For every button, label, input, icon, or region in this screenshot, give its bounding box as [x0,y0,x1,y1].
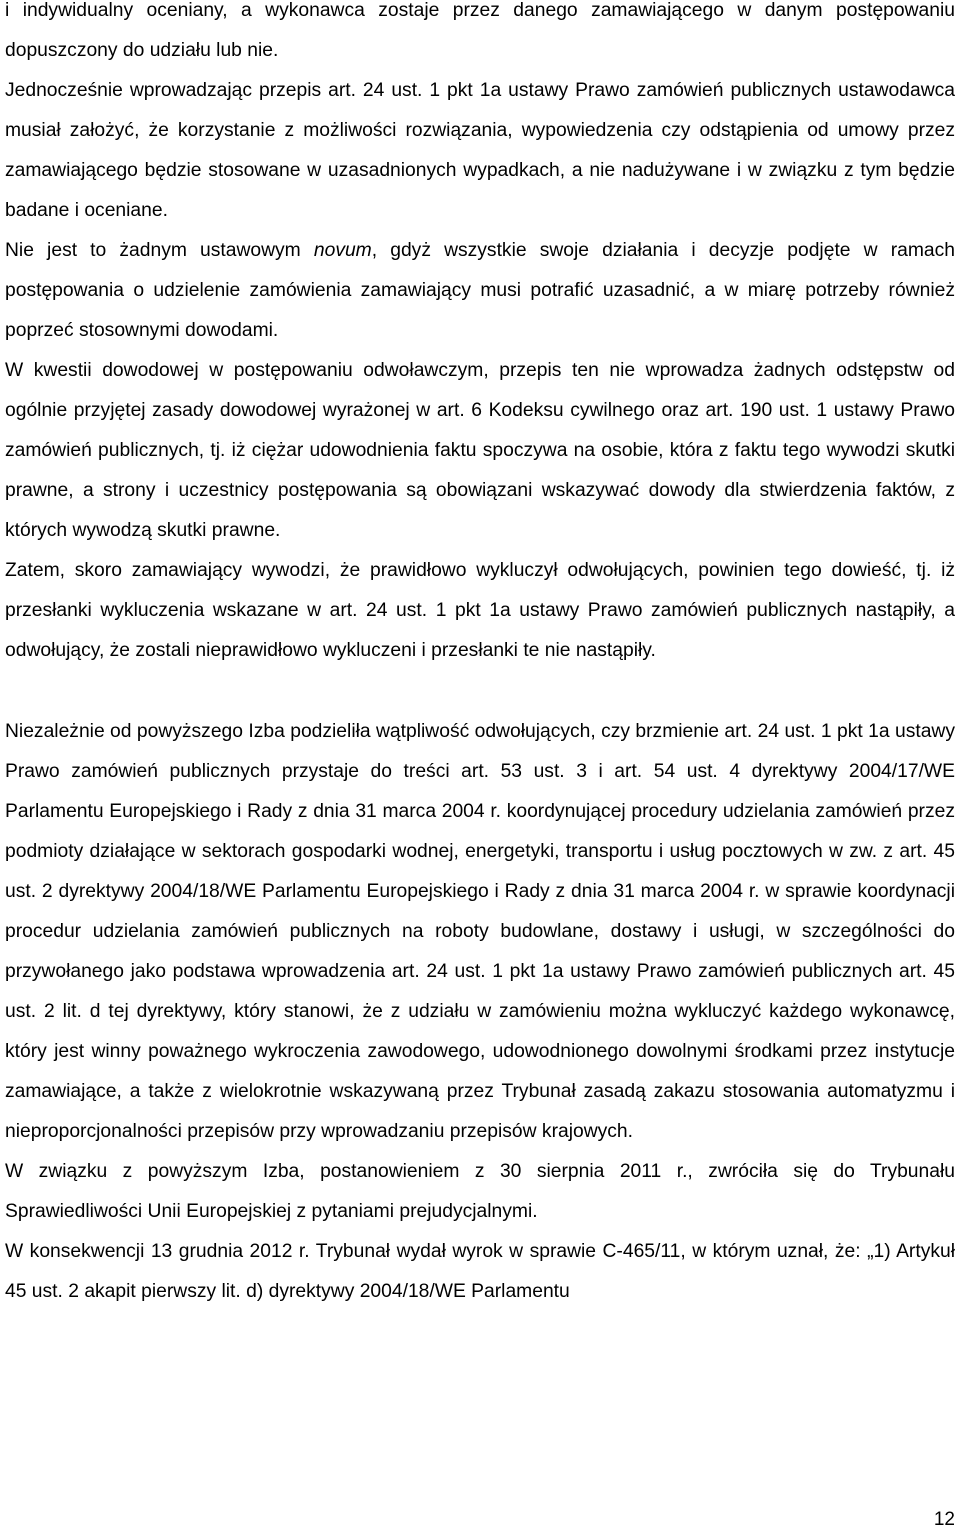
paragraph-3-italic-term: novum [313,240,372,261]
paragraph-7: W związku z powyższym Izba, postanowieniem z 30 sierpnia 2011 r., zwróciła się do Trybunału Sprawiedliwości Unii Europejskiej z pytaniami prejudycjalnymi. [5,1161,955,1222]
paragraph-3 [5,231,955,351]
paragraph-2: Jednocześnie wprowadzając przepis art. 24 ust. 1 pkt 1a ustawy Prawo zamówień publicznych ustawodawca musiał założyć, że korzystanie z możliwości rozwiązania, wypowiedzenia czy odstąpienia od umowy przez zamawiającego będzie stosowane w uzasadnionych wypadkach, a nie nadużywane i w związku z tym będzie badane i oceniane. [5,80,955,221]
page-number: 12 [933,1509,955,1530]
document-page [5,0,955,1312]
paragraph-3-text-end: , gdyż wszystkie swoje działania i decyzje podjęte w ramach postępowania o udzielenie zamówienia zamawiający musi potrafić uzasadnić, a w miarę potrzeby również poprzeć stosownymi dowodami. [5,240,955,341]
paragraph-4: W kwestii dowodowej w postępowaniu odwoławczym, przepis ten nie wprowadza żadnych odstępstw od ogólnie przyjętej zasady dowodowej wyrażonej w art. 6 Kodeksu cywilnego oraz art. 190 ust. 1 ustawy Prawo zamówień publicznych, tj. iż ciężar udowodnienia faktu spoczywa na osobie, która z faktu tego wywodzi skutki prawne, a strony i uczestnicy postępowania są obowiązani wskazywać dowody dla stwierdzenia faktów, z których wywodzą skutki prawne. [5,360,955,541]
paragraph-1: i indywidualny oceniany, a wykonawca zostaje przez danego zamawiającego w danym postępowaniu dopuszczony do udziału lub nie. [5,0,955,61]
paragraph-3-text-start: Nie jest to żadnym ustawowym [5,240,314,261]
paragraph-8: W konsekwencji 13 grudnia 2012 r. Trybunał wydał wyrok w sprawie C-465/11, w którym uznał, że: „1) Artykuł 45 ust. 2 akapit pierwszy lit. d) dyrektywy 2004/18/WE Parlamentu [5,1241,955,1302]
paragraph-5: Zatem, skoro zamawiający wywodzi, że prawidłowo wykluczył odwołujących, powinien tego dowieść, tj. iż przesłanki wykluczenia wskazane w art. 24 ust. 1 pkt 1a ustawy Prawo zamówień publicznych nastąpiły, a odwołujący, że zostali nieprawidłowo wykluczeni i przesłanki te nie nastąpiły. [5,560,955,661]
paragraph-spacer [5,671,955,712]
paragraph-6: Niezależnie od powyższego Izba podzieliła wątpliwość odwołujących, czy brzmienie art. 24 ust. 1 pkt 1a ustawy Prawo zamówień publicznych przystaje do treści art. 53 ust. 3 i art. 54 ust. 4 dyrektywy 2004/17/WE Parlamentu Europejskiego i Rady z dnia 31 marca 2004 r. koordynującej procedury udzielania zamówień przez podmioty działające w sektorach gospodarki wodnej, energetyki, transportu i usług pocztowych w zw. z art. 45 ust. 2 dyrektywy 2004/18/WE Parlamentu Europejskiego i Rady z dnia 31 marca 2004 r. w sprawie koordynacji procedur udzielania zamówień publicznych na roboty budowlane, dostawy i usługi, w szczególności do przywołanego jako podstawa wprowadzenia art. 24 ust. 1 pkt 1a ustawy Prawo zamówień publicznych art. 45 ust. 2 lit. d tej dyrektywy, który stanowi, że z udziału w zamówieniu można wykluczyć każdego wykonawcę, który jest winny poważnego wykroczenia zawodowego, udowodnionego dowolnymi środkami przez instytucje zamawiające, a także z wielokrotnie wskazywaną przez Trybunał zasadą zakazu stosowania automatyzmu i nieproporcjonalności przepisów przy wprowadzaniu przepisów krajowych. [5,721,955,1142]
